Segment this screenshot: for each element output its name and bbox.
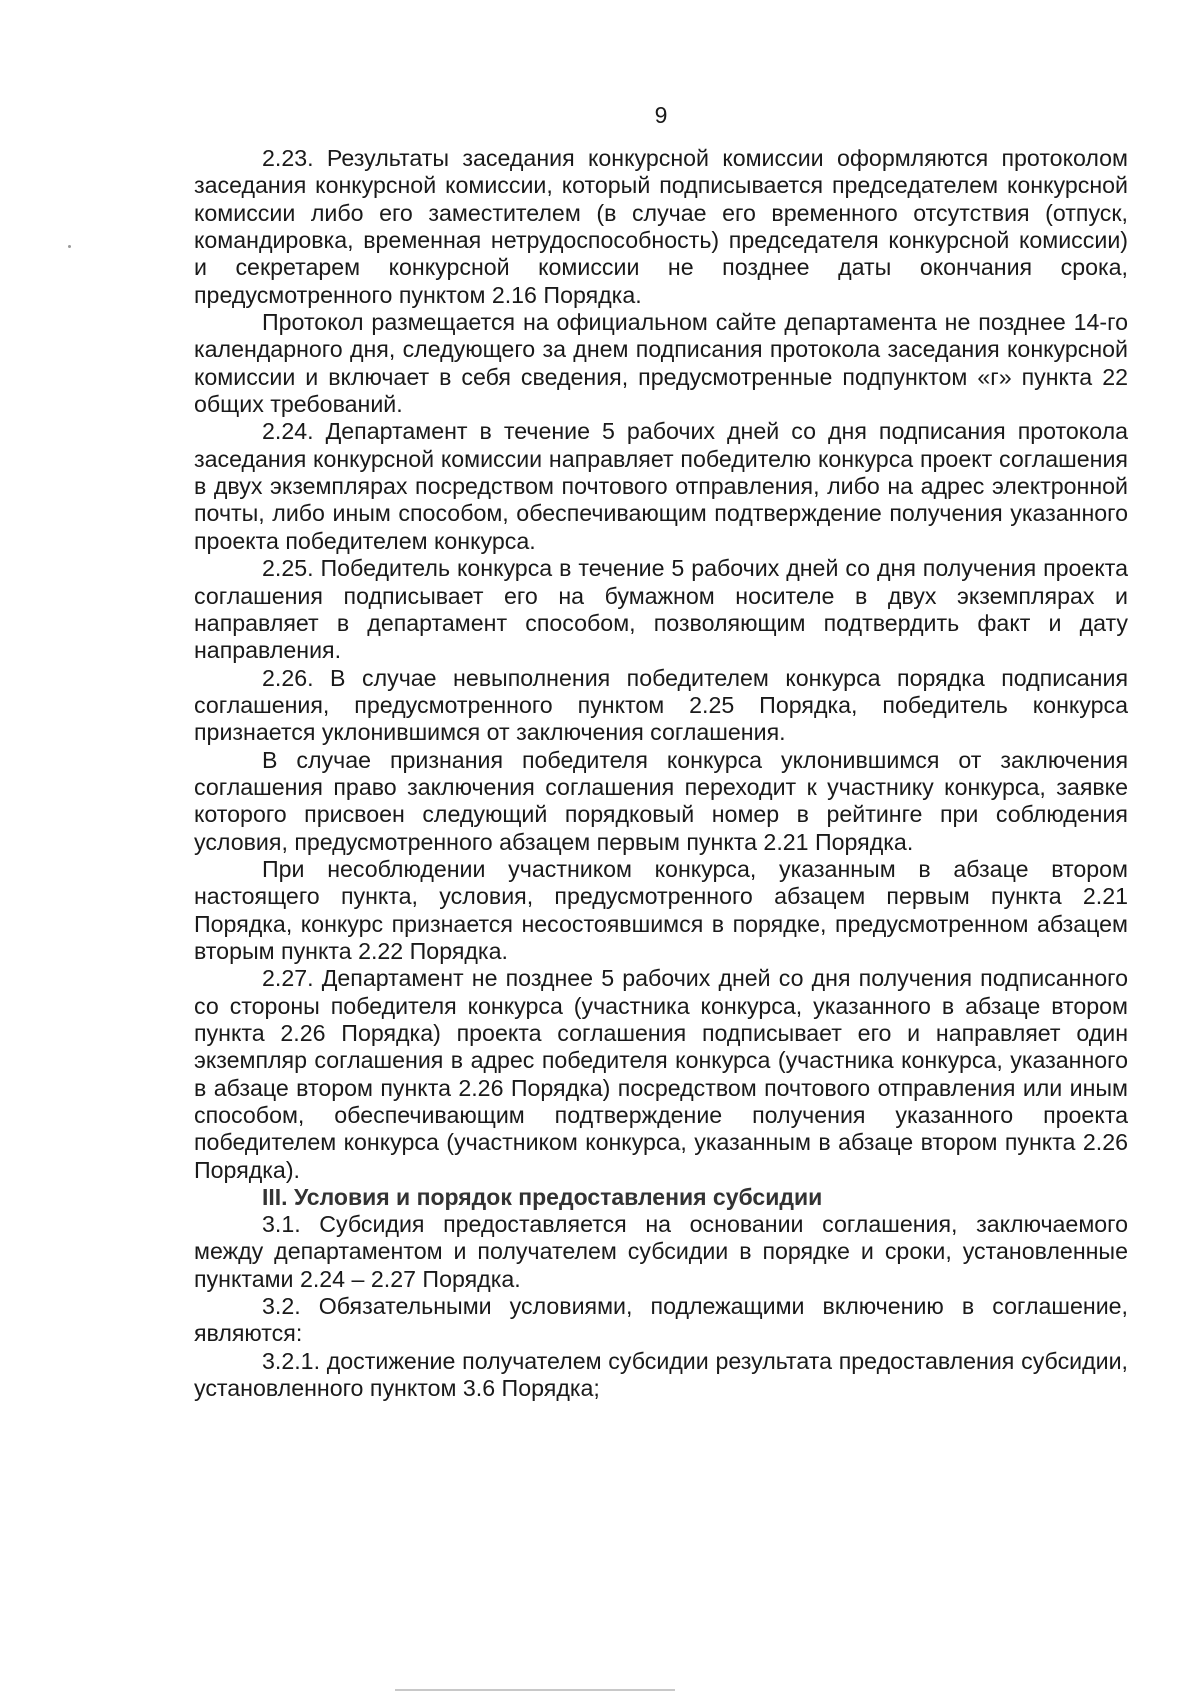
paragraph-2-26-third: При несоблюдении участником конкурса, указанным в абзаце втором настоящего пункта, условия, предусмотренного абзацем первым пункта 2.21 Порядка, конкурс признается несостоявшимся в порядке, предусмотренном абзацем вторым пункта 2.22 Порядка. [194, 855, 1128, 964]
paragraph-3-2-1: 3.2.1. достижение получателем субсидии результата предоставления субсидии, установленного пунктом 3.6 Порядка; [194, 1347, 1128, 1402]
paragraph-2-24: 2.24. Департамент в течение 5 рабочих дней со дня подписания протокола заседания конкурсной комиссии направляет победителю конкурса проект соглашения в двух экземплярах посредством почтового отправления, либо на адрес электронной почты, либо иным способом, обеспечивающим подтверждение получения указанного проекта победителем конкурса. [194, 418, 1128, 554]
paragraph-2-23: 2.23. Результаты заседания конкурсной комиссии оформляются протоколом заседания конкурсной комиссии, который подписывается председателем конкурсной комиссии либо его заместителем (в случае его временного отсутствия (отпуск, командировка, временная нетрудоспособность) председателя конкурсной комиссии) и секретарем конкурсной комиссии не позднее даты окончания срока, предусмотренного пунктом 2.16 Порядка. [194, 145, 1128, 308]
paragraph-2-25: 2.25. Победитель конкурса в течение 5 рабочих дней со дня получения проекта соглашения подписывает его на бумажном носителе в двух экземплярах и направляет в департамент способом, позволяющим подтвердить факт и дату направления. [194, 555, 1128, 664]
scan-edge-line [395, 1689, 675, 1691]
page-number: 9 [654, 102, 668, 128]
paragraph-protocol: Протокол размещается на официальном сайте департамента не позднее 14-го календарного дня, следующего за днем подписания протокола заседания конкурсной комиссии и включает в себя сведения, предусмотренные подпунктом «г» пункта 22 общих требований. [194, 309, 1128, 418]
paragraph-3-2: 3.2. Обязательными условиями, подлежащими включению в соглашение, являются: [194, 1293, 1128, 1347]
paragraph-3-1: 3.1. Субсидия предоставляется на основании соглашения, заключаемого между департаментом и получателем субсидии в порядке и сроки, установленные пунктами 2.24 – 2.27 Порядка. [194, 1211, 1128, 1292]
scan-speck [68, 245, 71, 248]
paragraph-2-26: 2.26. В случае невыполнения победителем конкурса порядка подписания соглашения, предусмотренного пунктом 2.25 Порядка, победитель конкурса признается уклонившимся от заключения соглашения. [194, 664, 1128, 746]
paragraph-2-26-second: В случае признания победителя конкурса уклонившимся от заключения соглашения право заключения соглашения переходит к участнику конкурса, заявке которого присвоен следующий порядковый номер в рейтинге при соблюдения условия, предусмотренного абзацем первым пункта 2.21 Порядка. [194, 746, 1128, 855]
section-heading: III. Условия и порядок предоставления субсидии [262, 1184, 823, 1211]
paragraph-2-27: 2.27. Департамент не позднее 5 рабочих дней со дня получения подписанного со стороны победителя конкурса (участника конкурса, указанного в абзаце втором пункта 2.26 Порядка) проекта соглашения подписывает его и направляет один экземпляр соглашения в адрес победителя конкурса (участника конкурса, указанного в абзаце втором пункта 2.26 Порядка) посредством почтового отправления или иным способом, обеспечивающим подтверждение получения указанного проекта победителем конкурса (участником конкурса, указанным в абзаце втором пункта 2.26 Порядка). [194, 965, 1128, 1183]
document-body [194, 145, 1128, 1402]
